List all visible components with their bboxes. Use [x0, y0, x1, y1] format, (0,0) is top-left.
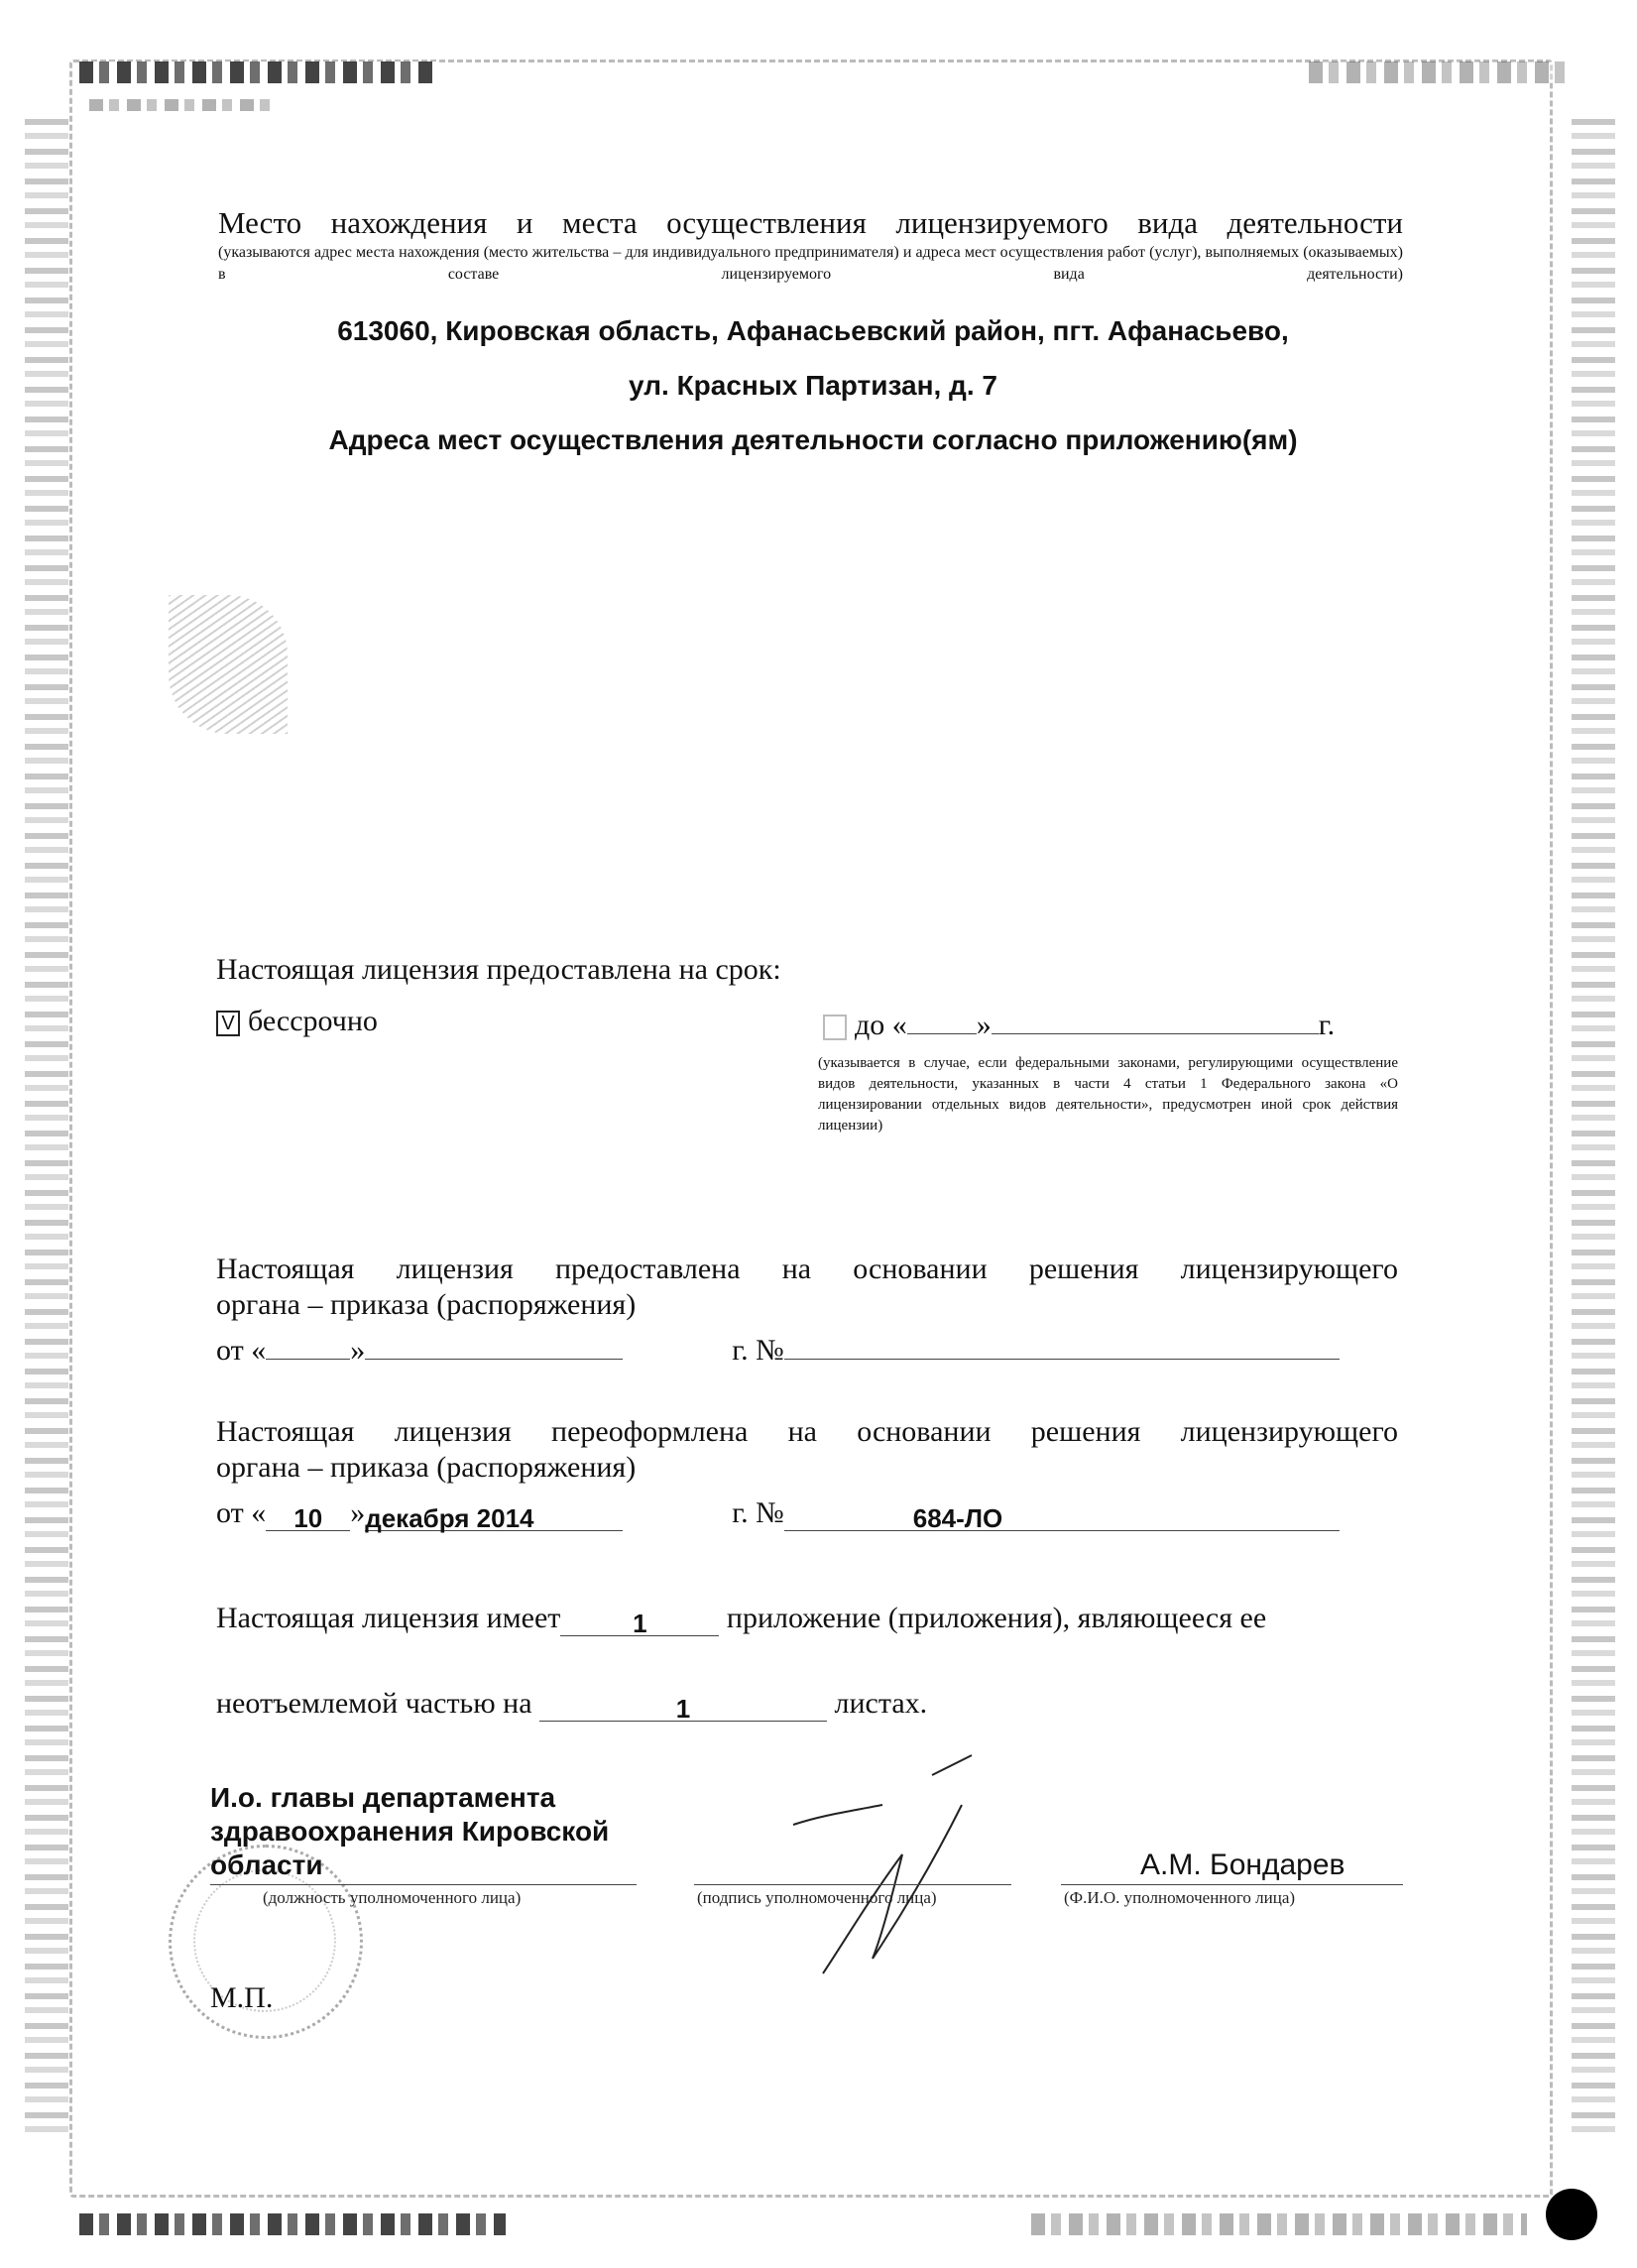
address-line-1: 613060, Кировская область, Афанасьевский район, пгт. Афанасьево, [337, 315, 1289, 346]
until-suffix: г. [1318, 1009, 1336, 1041]
granted-quote-close: » [350, 1334, 366, 1367]
indefinite-checkbox: V [216, 1011, 240, 1036]
until-prefix: до « [855, 1009, 907, 1041]
reissued-text-line-1: Настоящая лицензия переоформлена на основании решения лицензирующего [216, 1415, 1398, 1448]
location-heading: Место нахождения и места осуществления лицензируемого вида деятельности [218, 205, 1403, 240]
term-hint: (указывается в случае, если федеральными законами, регулирующими осуществление видов деятельности, указанных в части 4 статьи 1 Федерального закона «О лицензировании отдельных видов деятельности», предусмотрен иной срок действия лицензии) [818, 1055, 1398, 1134]
granted-text-line-1: Настоящая лицензия предоставлена на основании решения лицензирующего [216, 1253, 1398, 1285]
watermark-hatch [169, 595, 288, 734]
granted-date-row [216, 1329, 1398, 1369]
indefinite-label: бессрочно [248, 1005, 378, 1037]
reissued-number [784, 1500, 1340, 1531]
reissued-date-row [216, 1495, 1398, 1531]
address-line-2: ул. Красных Партизан, д. 7 [629, 370, 997, 401]
reissued-year-label: г. № [732, 1496, 784, 1529]
position-caption: (должность уполномоченного лица) [263, 1888, 522, 1907]
address-note: Адреса мест осуществления деятельности согласно приложению(ям) [328, 424, 1298, 455]
top-ornament-right [1309, 61, 1567, 83]
position-line [210, 1884, 637, 1885]
signer-position-line-2: здравоохранения Кировской [210, 1816, 610, 1847]
signature-line [694, 1884, 1011, 1885]
until-mid: » [976, 1009, 992, 1041]
appendix-line2-suffix: листах. [834, 1687, 928, 1720]
name-caption: (Ф.И.О. уполномоченного лица) [1064, 1888, 1296, 1907]
appendix-prefix: Настоящая лицензия имеет [216, 1602, 561, 1634]
signer-position-line-3: области [210, 1850, 323, 1880]
left-side-ornament [25, 119, 68, 2142]
signer-position [210, 1781, 609, 1882]
appendix-count: 1 [560, 1606, 719, 1636]
reissued-month-year: декабря 2014 [365, 1500, 623, 1531]
until-day-line [907, 1004, 977, 1034]
reissued-number-value: 684-ЛО [912, 1503, 1003, 1533]
appendix-sheets: 1 [539, 1691, 827, 1722]
top-ornament-strip [89, 99, 278, 111]
appendix-line-2 [216, 1686, 1398, 1722]
handwritten-signature [734, 1745, 1031, 1993]
appendix-line2-prefix: неотъемлемой частью на [216, 1687, 532, 1720]
reissued-text-line-2: органа – приказа (распоряжения) [216, 1451, 637, 1484]
top-ornament-left [79, 61, 436, 83]
signer-position-line-1: И.о. главы департамента [210, 1782, 556, 1813]
reissued-from-label: от « [216, 1496, 267, 1529]
granted-from-label: от « [216, 1334, 267, 1367]
signer-name: А.М. Бондарев [1140, 1849, 1345, 1881]
granted-text-line-2: органа – приказа (распоряжения) [216, 1288, 637, 1321]
granted-year-label: г. № [732, 1334, 784, 1367]
granted-month-line [365, 1329, 623, 1360]
appendix-line-1 [216, 1601, 1398, 1636]
appendix-suffix: приложение (приложения), являющееся ее [726, 1602, 1267, 1634]
term-until-option [823, 1004, 1398, 1043]
until-date-line [992, 1004, 1319, 1034]
bottom-ornament-left [79, 2213, 506, 2235]
until-checkbox [823, 1015, 847, 1040]
reissued-day: 10 [266, 1500, 350, 1531]
location-heading-hint: (указываются адрес места нахождения (место жительства – для индивидуального предпринимателя) и адреса мест осуществления работ (услуг), выполняемых (оказываемых) в составе лицензируемого вида деятельности) [218, 244, 1403, 283]
granted-day-line [266, 1329, 350, 1360]
name-line [1061, 1884, 1403, 1885]
term-indefinite-option [216, 1004, 378, 1039]
term-intro: Настоящая лицензия предоставлена на срок: [216, 953, 781, 986]
granted-number-line [784, 1329, 1340, 1360]
right-side-ornament [1572, 119, 1615, 2142]
reissued-quote-close: » [350, 1496, 366, 1529]
seal-label: М.П. [210, 1981, 274, 2014]
black-dot-mark [1546, 2189, 1597, 2240]
signature-caption: (подпись уполномоченного лица) [697, 1888, 937, 1907]
bottom-ornament-right [1031, 2213, 1527, 2235]
